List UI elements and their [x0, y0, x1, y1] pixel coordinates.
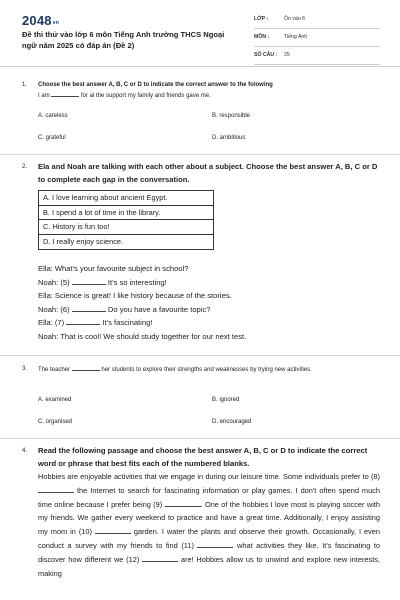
dialog-text: Ella: Science is great! I like history because of the stories.: [38, 291, 232, 300]
dialog-line: [38, 316, 368, 330]
passage-text: garden. I water the plants and observe their growth. Occasionally, I even conduct a survey with my friends to find (11): [38, 527, 380, 550]
option-c[interactable]: C. organised: [38, 419, 73, 425]
answer-blank: [72, 364, 100, 371]
answer-blank: [197, 540, 233, 548]
dialog-text: Noah: (6): [38, 304, 70, 314]
option-d[interactable]: D. ambitious: [212, 135, 246, 141]
meta-row-class: [254, 13, 380, 29]
dialog-line: [38, 303, 368, 317]
answer-blank: [165, 499, 201, 507]
question-3-stem: [38, 364, 382, 375]
question-divider: [0, 154, 400, 155]
stem-text: The teacher: [38, 367, 71, 373]
options-box: [38, 190, 214, 250]
box-option: B. I spend a lot of time in the library.: [39, 206, 213, 221]
question-number: 1.: [22, 82, 28, 88]
passage-text: Hobbies are enjoyable activities that we engage in during our leisure time. Some individuals prefer to (8): [38, 472, 380, 481]
logo-suffix: vn: [52, 20, 59, 26]
answer-blank: [72, 277, 106, 285]
meta-row-count: [254, 49, 380, 65]
question-instruction: [38, 445, 380, 470]
dialog-line: [38, 330, 368, 344]
meta-label: MÔN :: [254, 34, 270, 40]
stem-text: for al the support my family and friends gave me.: [81, 93, 211, 99]
box-option: A. I love learning about ancient Egypt.: [39, 191, 213, 206]
dialog-text: Noah: (5): [38, 277, 70, 287]
meta-label: SỐ CÂU :: [254, 52, 278, 58]
question-number: 2.: [22, 164, 28, 170]
meta-info: [254, 13, 380, 67]
box-option: C. History is fun too!: [39, 220, 213, 235]
conversation: [38, 262, 368, 343]
answer-blank: [66, 317, 100, 325]
question-instruction: Choose the best answer A, B, C or D to indicate the correct answer to the folowing: [38, 82, 273, 88]
stem-text: her students to explore their strengths and weaknesses by trying new activities.: [101, 367, 312, 373]
meta-value: Tiếng Anh: [284, 34, 308, 40]
page-title: Đề thi thử vào lớp 6 môn Tiếng Anh trường THCS Ngoại ngữ năm 2025 có đáp án (Đề 2): [22, 30, 225, 50]
passage-text: what activities they like. It's fascinating to discover how different we (12): [38, 540, 381, 564]
instruction-text: Read the following passage and choose the best answer A, B, C or D to indicate the correct word or phrase that best fits each of the numbered blanks.: [38, 446, 368, 468]
answer-blank: [72, 304, 106, 312]
option-a[interactable]: A. examined: [38, 397, 72, 403]
meta-label: LỚP :: [254, 16, 269, 22]
passage-text: are! Hobbies allow us to unwind and explore new interests, making: [38, 554, 381, 578]
reading-passage: [38, 470, 380, 580]
passage-text: . One of the hobbies I love most is playing soccer with my friends. We gather every weekend to practice and have a great time. Additionally, I enjoy assisting my mom in (10): [38, 499, 380, 537]
dialog-text: Ella: (7): [38, 318, 65, 327]
instruction-text: Ela and Noah are talking with each other about a subject. Choose the best answer A, B, C or D to complete each gap in the conversation.: [38, 162, 378, 184]
answer-blank: [142, 554, 178, 562]
header-divider: [0, 66, 400, 67]
page-header: [0, 0, 400, 62]
dialog-line: [38, 289, 368, 303]
option-b[interactable]: B. responsible: [212, 113, 251, 119]
site-logo[interactable]: [22, 13, 59, 28]
question-divider: [0, 438, 400, 439]
dialog-text: Do you have a favourite topic?: [107, 304, 211, 314]
option-c[interactable]: C. grateful: [38, 135, 66, 141]
dialog-line: [38, 262, 368, 276]
dialog-line: [38, 276, 368, 290]
option-b[interactable]: B. ignored: [212, 397, 240, 403]
dialog-text: Noah: That is cool! We should study together for our next test.: [38, 331, 247, 341]
dialog-text: It's fascinating!: [102, 318, 153, 327]
dialog-text: It's so interesting!: [107, 277, 167, 287]
option-a[interactable]: A. careless: [38, 113, 68, 119]
answer-blank: [95, 526, 131, 534]
meta-row-subject: [254, 31, 380, 47]
passage-text: the Internet to search for fascinating information or play games. I don't often spend much time online because I prefer being (9): [38, 485, 380, 509]
option-d[interactable]: D. encouraged: [212, 419, 252, 425]
question-number: 3.: [22, 366, 28, 372]
question-instruction: [38, 161, 380, 186]
dialog-text: Ella: What's your favourite subject in school?: [38, 264, 189, 273]
question-1-stem: [38, 80, 382, 101]
answer-blank: [38, 485, 74, 493]
question-divider: [0, 355, 400, 356]
box-option: D. I really enjoy science.: [43, 236, 124, 246]
question-number: 4.: [22, 448, 28, 454]
meta-value: 25: [284, 52, 290, 58]
logo-text: 2048: [22, 13, 52, 28]
stem-text: I am: [38, 93, 50, 99]
meta-value: Ôn vào 6: [284, 16, 306, 22]
answer-blank: [51, 90, 79, 97]
